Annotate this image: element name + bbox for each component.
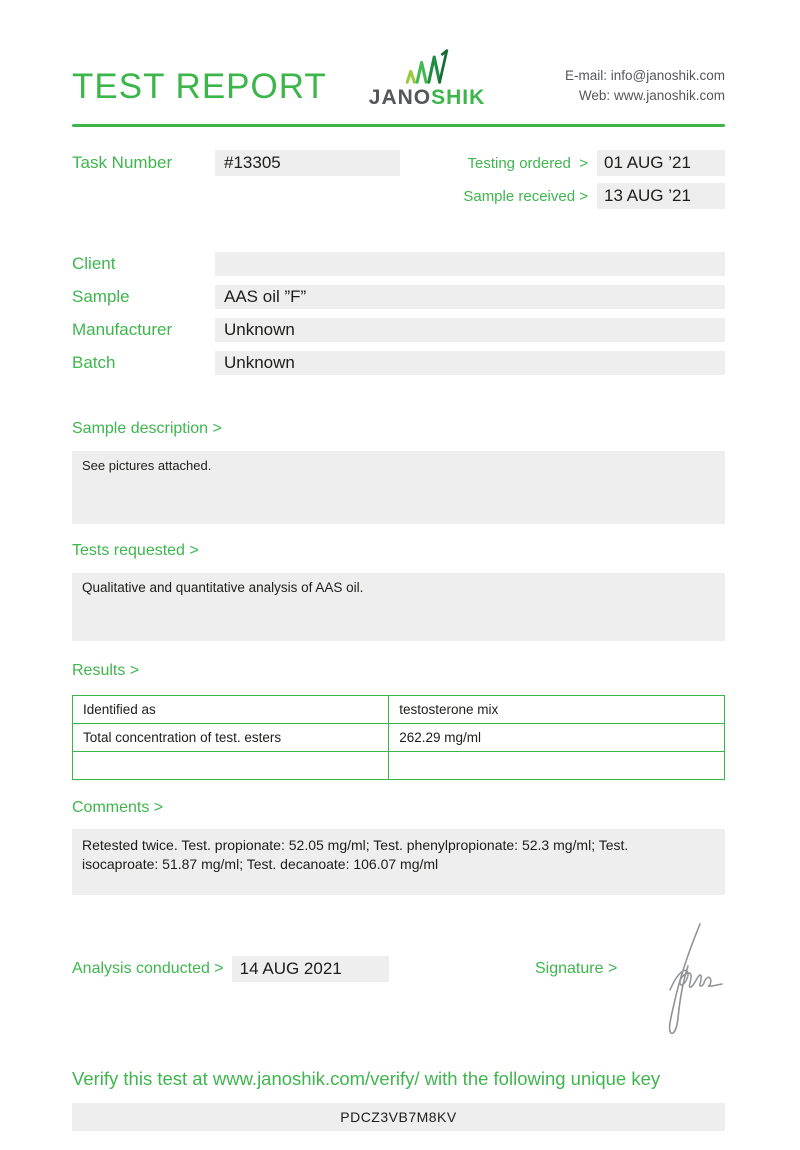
meta-section: [72, 150, 725, 209]
page-title: TEST REPORT: [72, 67, 327, 106]
email-line: [565, 66, 725, 86]
table-cell: [73, 752, 389, 780]
tests-requested-body: Qualitative and quantitative analysis of AAS oil.: [72, 573, 725, 641]
verify-key-box: PDCZ3VB7M8KV: [72, 1103, 725, 1131]
sample-description-heading: Sample description >: [72, 420, 222, 437]
brand-name-right: SHIK: [431, 86, 486, 109]
table-cell: Total concentration of test. esters: [73, 724, 389, 752]
table-cell: Identified as: [73, 696, 389, 724]
brand-name: [369, 87, 486, 108]
table-row: [73, 724, 725, 752]
analysis-conducted-value: 14 AUG 2021: [232, 956, 389, 982]
table-cell: 262.29 mg/ml: [389, 724, 725, 752]
tests-requested-heading: Tests requested >: [72, 542, 199, 559]
web-label: Web:: [578, 88, 611, 103]
client-label: Client: [72, 254, 116, 273]
table-cell: [389, 752, 725, 780]
testing-ordered-label: Testing ordered >: [467, 154, 588, 172]
table-cell: testosterone mix: [389, 696, 725, 724]
detail-row-sample: [72, 285, 725, 309]
testing-ordered-value: 01 AUG ’21: [597, 150, 725, 176]
verify-instruction: Verify this test at www.janoshik.com/verify/ with the following unique key: [72, 1068, 661, 1089]
sample-received-value: 13 AUG ’21: [597, 183, 725, 209]
sample-received-row: [463, 183, 725, 209]
manufacturer-value: Unknown: [215, 318, 725, 342]
web-line: [565, 86, 725, 106]
email-label: E-mail:: [564, 68, 607, 83]
batch-label: Batch: [72, 353, 116, 372]
task-number-row: [72, 150, 400, 176]
sample-details: [72, 252, 725, 375]
email-value: info@janoshik.com: [610, 68, 725, 83]
results-heading: Results >: [72, 662, 140, 679]
footer-row: [72, 916, 725, 1037]
detail-row-client: [72, 252, 725, 276]
testing-ordered-row: [463, 150, 725, 176]
brand-logo: [369, 48, 486, 108]
sample-label: Sample: [72, 287, 130, 306]
sample-value: AAS oil ”F”: [215, 285, 725, 309]
comments-body: Retested twice. Test. propionate: 52.05 mg/ml; Test. phenylpropionate: 52.3 mg/ml; Test. isocaproate: 51.87 mg/ml; Test. decanoate: 106.07 mg/ml: [72, 829, 725, 895]
batch-value: Unknown: [215, 351, 725, 375]
analysis-conducted-row: [72, 956, 389, 982]
signature-label: Signature >: [535, 960, 618, 977]
comments-heading: Comments >: [72, 799, 164, 816]
results-table: [72, 695, 725, 780]
brand-name-left: JANO: [368, 86, 432, 109]
table-row: [73, 696, 725, 724]
sample-received-label: Sample received >: [463, 187, 588, 205]
client-value: [215, 252, 725, 276]
header: [72, 48, 725, 108]
sample-description-body: See pictures attached.: [72, 451, 725, 524]
web-value: www.janoshik.com: [613, 88, 725, 103]
task-number-value: #13305: [215, 150, 400, 176]
signature-image: [650, 920, 724, 1036]
task-number-label: Task Number: [72, 153, 173, 172]
analysis-conducted-label: Analysis conducted >: [72, 960, 224, 977]
contact-block: [565, 66, 725, 106]
table-row: [73, 752, 725, 780]
detail-row-manufacturer: [72, 318, 725, 342]
dates-column: [463, 150, 725, 209]
manufacturer-label: Manufacturer: [72, 320, 173, 339]
growth-chart-icon: [399, 48, 455, 84]
detail-row-batch: [72, 351, 725, 375]
header-divider: [72, 124, 725, 127]
